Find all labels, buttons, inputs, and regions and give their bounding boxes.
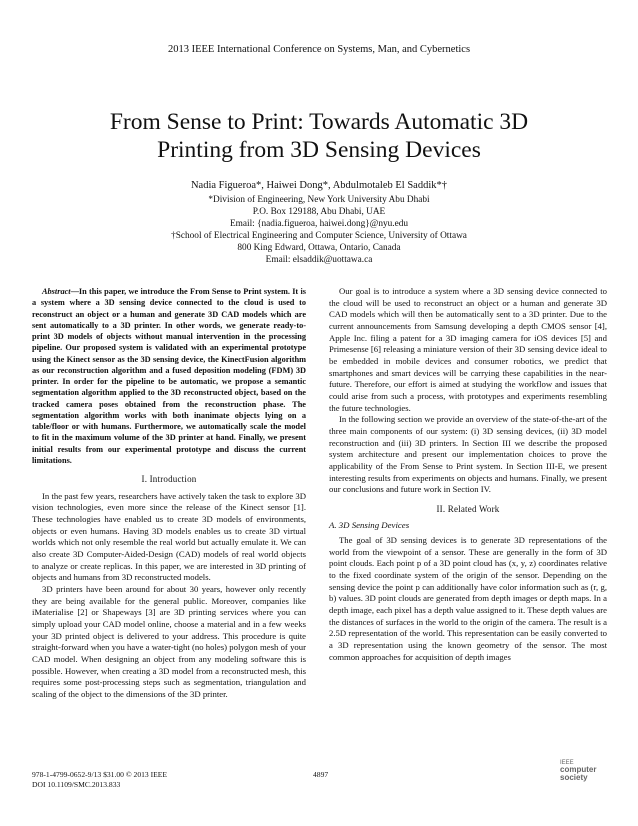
logo-line-2: computer [560,765,597,774]
affiliation-6: Email: elsaddik@uottawa.ca [265,255,373,265]
intro-paragraph-1: In the past few years, researchers have actively taken the task to explore 3D vision technologies, even more since the release of the Kinect sensor [1]. These technologies have enabled us to create 3D models of environments, objects or even humans. Having 3D models enables us to create 3D virtual worlds which not only resemble the real world but actually emulate it. We can also create 3D Computer-Aided-Design (CAD) models of real world objects to analyze or create replicas. In this paper, we are interested in 3D printing of objects and humans from 3D reconstructed models. [32,490,306,583]
intro-paragraph-2: 3D printers have been around for about 30 years, however only recently they are being available for the general public. Moreover, companies like iMaterialise [2] or Shapeways [3] are 3D printing services where you can simply upload your CAD model online, choose a material and in a few weeks your 3D printed object is delivered to your address. This procedure is quite straight-forward when you have a water-tight (no holes) polygon mesh of your CAD model. When designing an object from any modeling software this is possible. However, when creating a 3D model from a reconstructed mesh, this requires some post-processing steps such as segmentation, triangulation and scaling of the object to the dimensions of the 3D printer. [32,583,306,699]
conference-header: 2013 IEEE International Conference on Systems, Man, and Cybernetics [167,44,471,55]
intro-paragraph-3: Our goal is to introduce a system where a 3D sensing device connected to the cloud will be used to reconstruct an object or a human and generate 3D CAD models which will then be automatically sent to a 3D printer. Due to the current announcements from Samsung developing a depth CMOS sensor [4], Apple Inc. filing a patent for a 3D imaging camera for iOS devices [5] and Primesense [6] releasing a miniature version of their 3D sensing device ideal to be embedded in mobile devices and consumer robotics, we predict that smartphones and smart devices will be carrying these capabilities in the near-future. Therefore, our effort is aimed at studying the workflow and issues that could arise from such a process, with prototypes and experiments resembling the future technologies. [329,286,607,413]
title-line-2: Printing from 3D Sensing Devices [157,137,481,163]
abstract-text: —In this paper, we introduce the From Sense to Print system. It is a system where a 3D sensing device connected to the cloud is used to reconstruct an object or a human and generate 3D CAD models which are sent automatically to a 3D printer. In other words, we generate ready-to-print 3D models of objects without manual intervention in the processing pipeline. Our proposed system is validated with an experimental prototype using the Kinect sensor as the 3D sensing device, the KinectFusion algorithm as our reconstruction algorithm and a fused deposition modeling (FDM) 3D printer. In order for the pipeline to be automatic, we propose a semantic segmentation algorithm applied to the 3D reconstructed object, based on the tracked camera poses obtained from the reconstruction phase. The segmentation algorithm works with both inanimate objects lying on a table/floor or with humans. Furthermore, we automatically scale the model to fit in the maximum volume of the 3D printer at hand. Finally, we present initial results from our experimental prototype and discuss the current limitations. [32,287,306,465]
logo-line-3: society [560,773,588,782]
abstract [32,286,306,466]
footer-copyright [32,770,167,790]
ieee-computer-society-logo [560,760,612,782]
intro-paragraph-4: In the following section we provide an overview of the state-of-the-art of the three main components of our system: (i) 3D sensing devices, (ii) 3D model reconstruction and (iii) 3D printers. In Section III we describe the proposed system architecture and present our implementation choices to prove the applicability of the From Sense to Print system. In Section III-E, we present interesting results from experiments on objects and humans. Finally, we present our conclusions and future work in Section IV. [329,414,607,495]
abstract-label: Abstract [42,287,71,296]
right-column [329,286,607,663]
page-number: 4897 [313,770,329,779]
affiliation-2: P.O. Box 129188, Abu Dhabi, UAE [252,207,386,217]
logo-line-1: IEEE [560,760,574,766]
affiliation-1: *Division of Engineering, New York University Abu Dhabi [208,195,430,205]
affiliation-5: 800 King Edward, Ottawa, Ontario, Canada [237,243,401,253]
left-column [32,286,306,700]
title-line-1: From Sense to Print: Towards Automatic 3D [109,109,529,135]
related-work-paragraph-1: The goal of 3D sensing devices is to generate 3D representations of the world from the viewpoint of a sensor. These are generally in the form of 3D point clouds. Each point p of a 3D point cloud has (x, y, z) coordinates relative to the fixed coordinate system of the origin of the sensor. Depending on the sensing device the point p can additionally have color information such as (r, g, b) values. 3D point clouds are generated from depth images or depth maps. In a depth image, each pixel has a depth value assigned to it. These depth values are the distances of surfaces in the world to the origin of the camera. The result is a 2.5D representation of the world. This representation can be easily converted to a 3D representation using the known geometry of the sensor. The most common approaches for acquisition of depth images [329,535,607,662]
footer-doi: DOI 10.1109/SMC.2013.833 [32,780,121,789]
affiliation-3: Email: {nadia.figueroa, haiwei.dong}@nyu.edu [229,219,409,229]
section-heading-introduction: I. Introduction [141,474,197,484]
section-heading-related-work: II. Related Work [436,503,500,514]
author-list: Nadia Figueroa*, Haiwei Dong*, Abdulmotaleb El Saddik*† [190,180,448,191]
paper-title [60,108,578,164]
footer-isbn: 978-1-4799-0652-9/13 $31.00 © 2013 IEEE [32,770,168,779]
affiliation-4: †School of Electrical Engineering and Computer Science, University of Ottawa [171,231,467,241]
subsection-heading-3d-sensing: A. 3D Sensing Devices [329,520,410,531]
